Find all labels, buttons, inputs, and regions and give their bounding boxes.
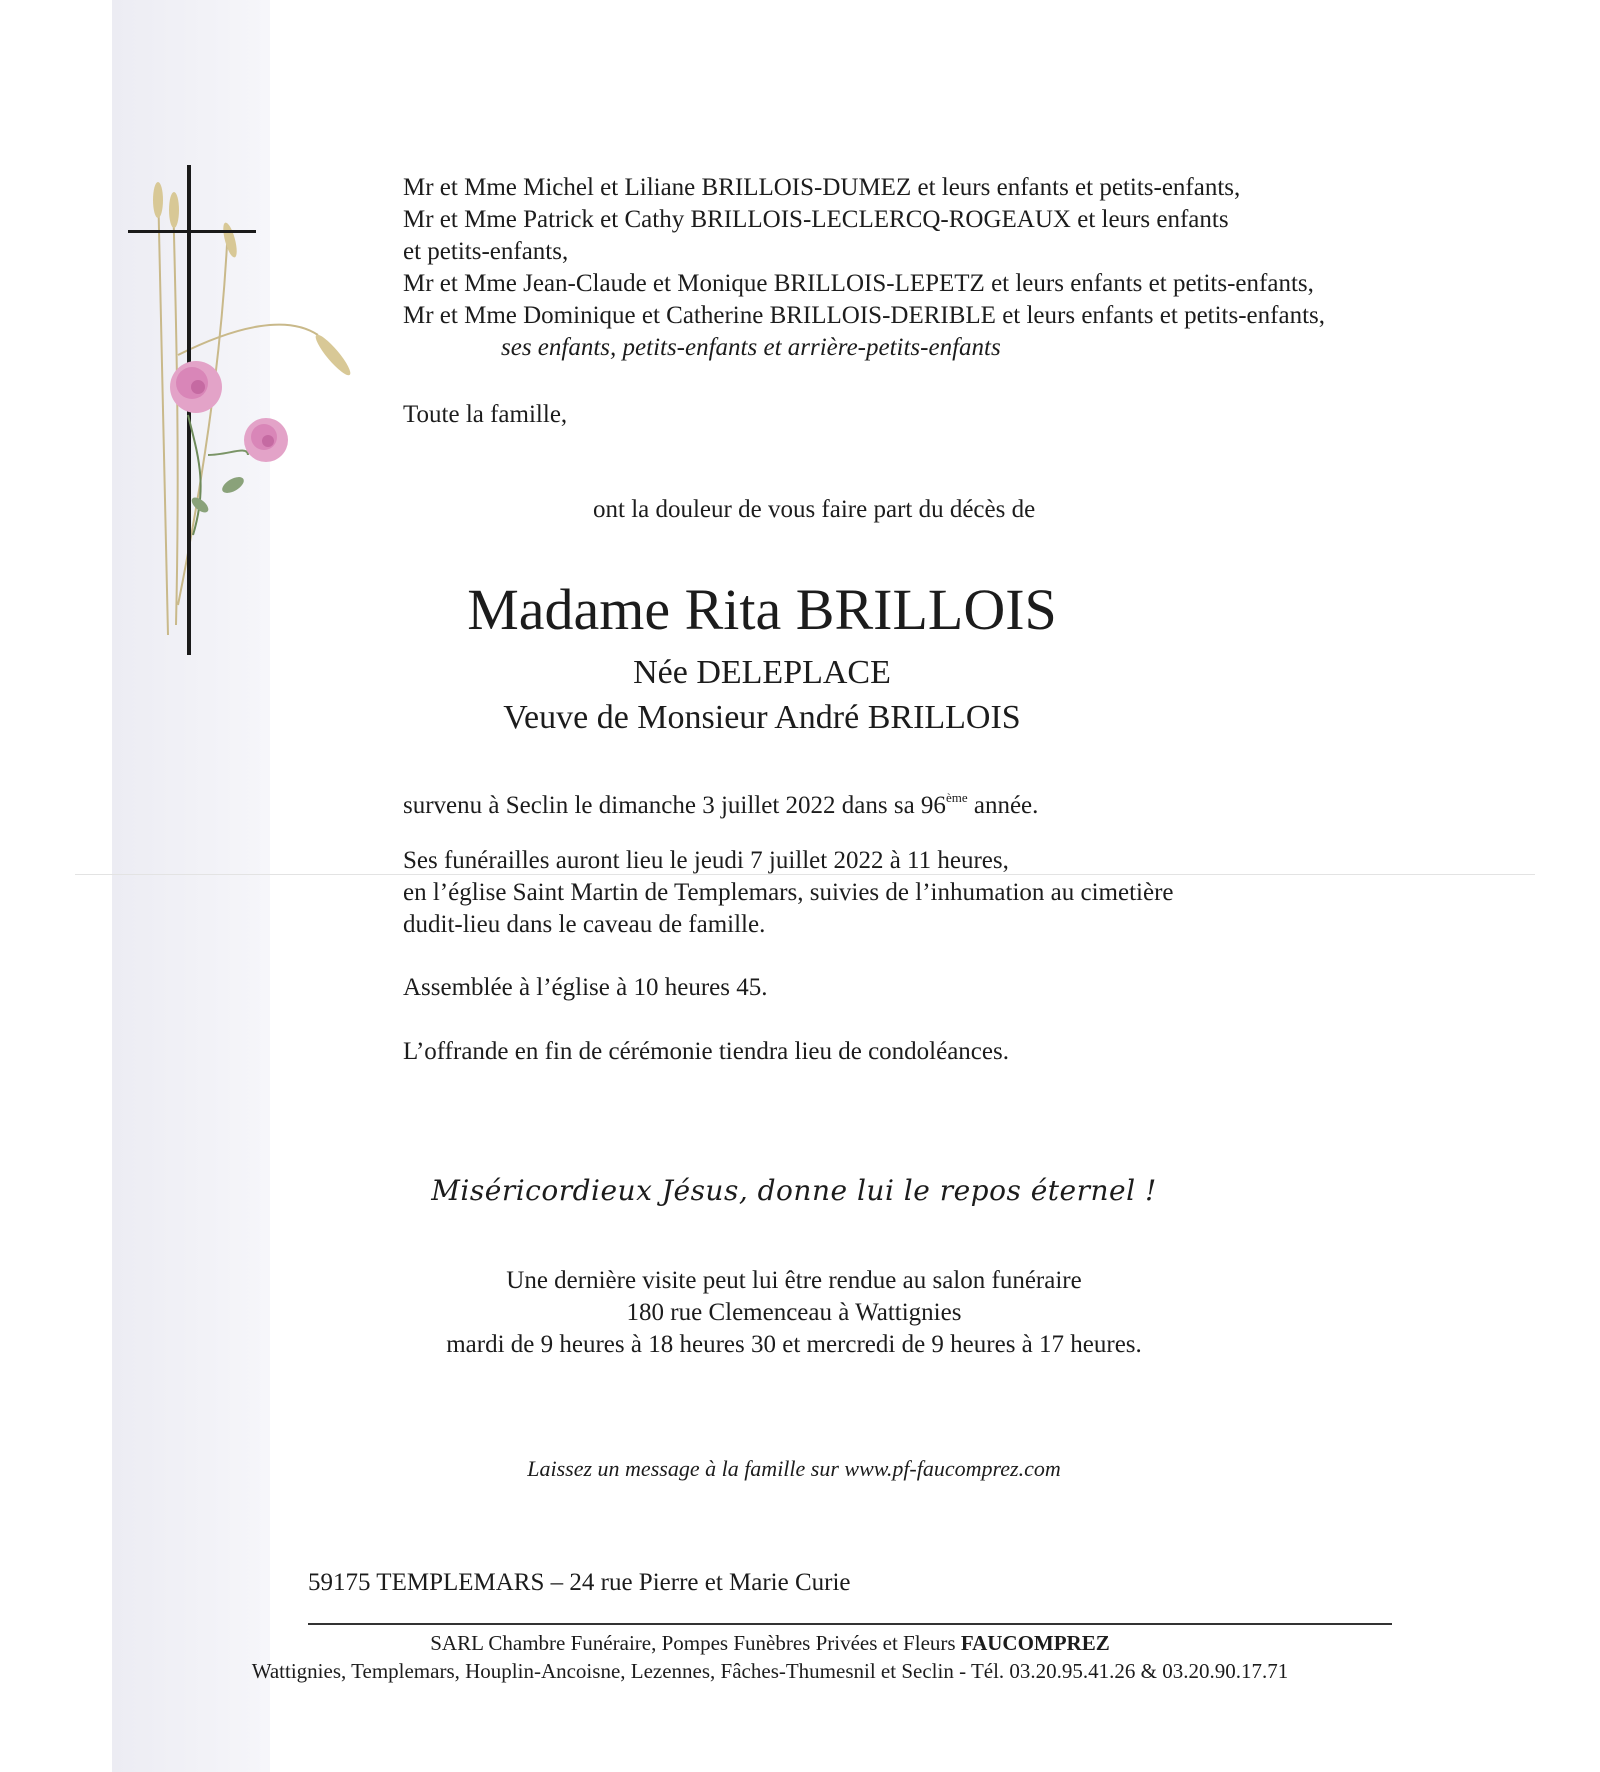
assembly-time: Assemblée à l’église à 10 heures 45.: [403, 974, 768, 1001]
visit-info: [0, 1265, 1594, 1361]
footer-locations-phone: Wattignies, Templemars, Houplin-Ancoisne, Lezennes, Fâches-Thumesnil et Seclin - Tél. 03.20.95.41.26 & 03.20.90.17.71: [251, 1659, 1289, 1683]
visit-line: Une dernière visite peut lui être rendue au salon funéraire: [506, 1267, 1082, 1294]
footer-divider: [308, 1623, 1392, 1625]
prayer: Miséricordieux Jésus, donne lui le repos éternel !: [431, 1174, 1157, 1207]
footer-company: [0, 1629, 1570, 1657]
death-ordinal: ème: [945, 790, 968, 805]
family-line: Mr et Mme Jean-Claude et Monique BRILLOIS-LEPETZ et leurs enfants et petits-enfants,: [403, 270, 1314, 297]
death-details: [403, 782, 1038, 822]
funeral-line: dudit-lieu dans le caveau de famille.: [403, 911, 766, 938]
family-list: [403, 172, 1325, 364]
family-italic-line: ses enfants, petits-enfants et arrière-petits-enfants: [501, 334, 1001, 361]
offering-note: L’offrande en fin de cérémonie tiendra lieu de condoléances.: [403, 1038, 1009, 1065]
announcement: ont la douleur de vous faire part du décès de: [593, 496, 1036, 523]
footer-company-prefix: SARL Chambre Funéraire, Pompes Funèbres Privées et Fleurs: [430, 1631, 961, 1655]
funeral-details: [403, 845, 1174, 941]
funeral-home-address: 59175 TEMPLEMARS – 24 rue Pierre et Marie Curie: [308, 1569, 851, 1596]
family-line: et petits-enfants,: [403, 238, 569, 265]
funeral-line: Ses funérailles auront lieu le jeudi 7 juillet 2022 à 11 heures,: [403, 847, 1009, 874]
message-link: Laissez un message à la famille sur www.pf-faucomprez.com: [527, 1456, 1061, 1481]
family-line: Mr et Mme Patrick et Cathy BRILLOIS-LECLERCQ-ROGEAUX et leurs enfants: [403, 206, 1229, 233]
deceased-name: Madame Rita BRILLOIS: [467, 577, 1057, 642]
visit-line: mardi de 9 heures à 18 heures 30 et mercredi de 9 heures à 17 heures.: [446, 1331, 1142, 1358]
death-text: survenu à Seclin le dimanche 3 juillet 2022 dans sa 96: [403, 792, 946, 819]
maiden-name: Née DELEPLACE: [633, 654, 891, 691]
footer-brand: FAUCOMPREZ: [960, 1631, 1110, 1655]
death-text-end: année.: [967, 792, 1039, 819]
visit-line: 180 rue Clemenceau à Wattignies: [626, 1299, 962, 1326]
widow-of: Veuve de Monsieur André BRILLOIS: [503, 699, 1021, 736]
toute-la-famille: Toute la famille,: [403, 401, 568, 428]
family-line: Mr et Mme Dominique et Catherine BRILLOIS-DERIBLE et leurs enfants et petits-enfants,: [403, 302, 1325, 329]
family-line: Mr et Mme Michel et Liliane BRILLOIS-DUMEZ et leurs enfants et petits-enfants,: [403, 174, 1241, 201]
funeral-line: en l’église Saint Martin de Templemars, suivies de l’inhumation au cimetière: [403, 879, 1174, 906]
